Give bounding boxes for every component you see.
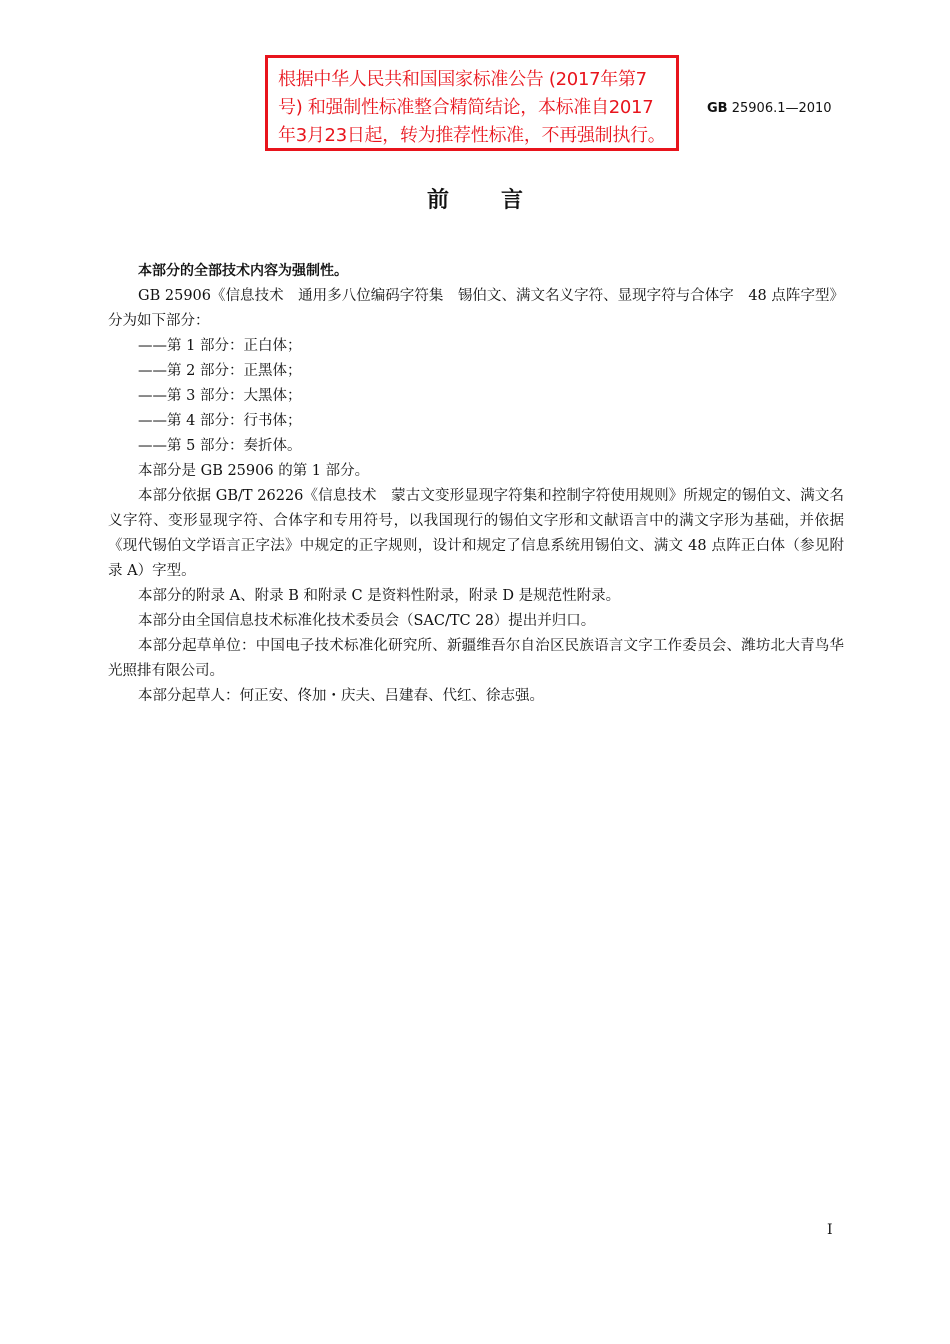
- paragraph-drafters: 本部分起草人：何正安、佟加・庆夫、吕建春、代红、徐志强。: [138, 688, 544, 704]
- notice-line-2: 号) 和强制性标准整合精简结论，本标准自2017: [278, 97, 654, 118]
- notice-line-1: 根据中华人民共和国国家标准公告 (2017年第7: [278, 69, 647, 90]
- standard-code: [707, 101, 832, 116]
- paragraph-structure: GB 25906《信息技术 通用多八位编码字符集 锡伯文、满文名义字符、显现字符与合体字 48 点阵字型》分为如下部分：: [108, 288, 844, 329]
- paragraph-basis: 本部分依据 GB/T 26226《信息技术 蒙古文变形显现字符集和控制字符使用规则》所规定的锡伯文、满文名义字符、变形显现字符、合体字和专用符号，以我国现行的锡伯文字形和文献语言中的满文字形为基础，并依据《现代锡伯文学语言正字法》中规定的正字规则，设计和规定了信息系统用锡伯文、满文 48 点阵正白体（参见附录 A）字型。: [108, 488, 844, 579]
- page-title: 前言: [426, 188, 575, 213]
- foreword-body: [108, 259, 844, 709]
- paragraph-annexes: 本部分的附录 A、附录 B 和附录 C 是资料性附录，附录 D 是规范性附录。: [138, 588, 621, 604]
- standard-code-number: 25906.1—2010: [731, 101, 832, 116]
- notice-line-3: 年3月23日起，转为推荐性标准，不再强制执行。: [278, 125, 666, 146]
- list-item-part-3: ——第 3 部分：大黑体；: [138, 388, 302, 404]
- intro-paragraph: 本部分的全部技术内容为强制性。: [138, 263, 348, 279]
- standard-code-prefix: GB: [707, 101, 728, 116]
- paragraph-drafting-units: 本部分起草单位：中国电子技术标准化研究所、新疆维吾尔自治区民族语言文字工作委员会、潍坊北大青鸟华光照排有限公司。: [108, 638, 844, 679]
- list-item-part-1: ——第 1 部分：正白体；: [138, 338, 302, 354]
- page-number: I: [827, 1222, 833, 1238]
- list-item-part-5: ——第 5 部分：奏折体。: [138, 438, 302, 454]
- paragraph-part-of: 本部分是 GB 25906 的第 1 部分。: [138, 463, 370, 479]
- compulsory-status-notice: [265, 55, 679, 151]
- list-item-part-4: ——第 4 部分：行书体；: [138, 413, 302, 429]
- paragraph-proposer: 本部分由全国信息技术标准化技术委员会（SAC/TC 28）提出并归口。: [138, 613, 596, 629]
- list-item-part-2: ——第 2 部分：正黑体；: [138, 363, 302, 379]
